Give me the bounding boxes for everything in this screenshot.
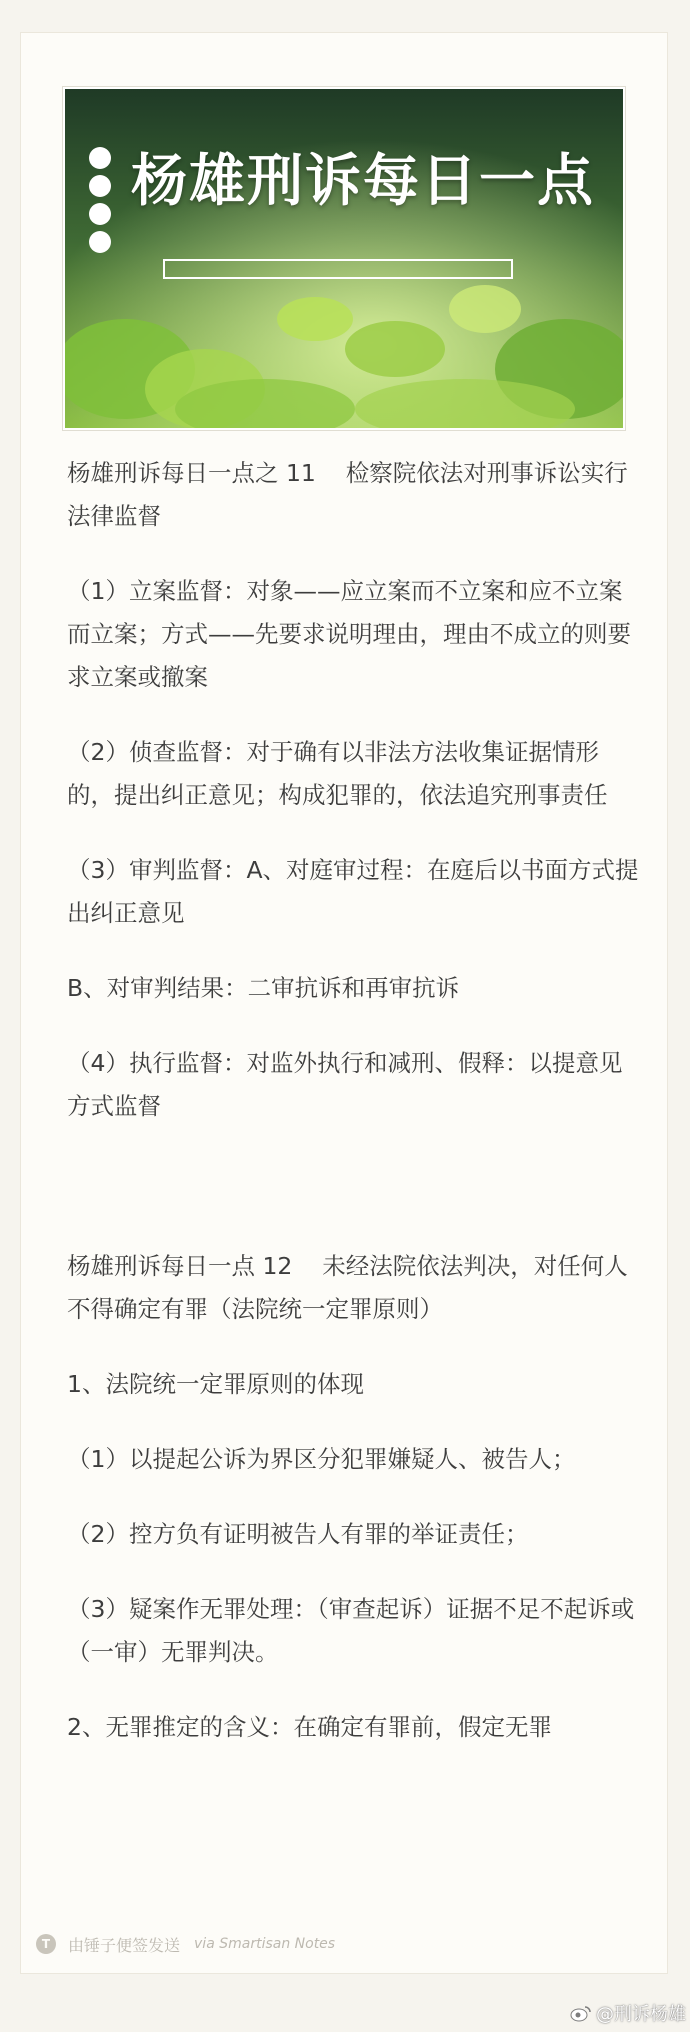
footer-via: via Smartisan Notes xyxy=(194,1936,336,1952)
paragraph: 杨雄刑诉每日一点之 11 检察院依法对刑事诉讼实行法律监督 xyxy=(67,459,628,530)
weibo-icon xyxy=(570,2004,592,2022)
note-footer xyxy=(36,1929,335,1959)
dot xyxy=(89,175,111,197)
note-content xyxy=(67,452,642,1749)
footer-source: 由锤子便签发送 xyxy=(68,1935,181,1955)
smartisan-icon: T xyxy=(36,1934,56,1954)
dot xyxy=(89,203,111,225)
dot xyxy=(89,231,111,253)
paragraph: 2、无罪推定的含义：在确定有罪前，假定无罪 xyxy=(67,1713,552,1741)
banner-dots xyxy=(89,147,115,259)
paragraph: （1）立案监督：对象——应立案而不立案和应不立案而立案；方式——先要求说明理由，理由不成立的则要求立案或撤案 xyxy=(67,577,631,691)
paragraph: （2）控方负有证明被告人有罪的举证责任； xyxy=(67,1520,529,1548)
paragraph: （1）以提起公诉为界区分犯罪嫌疑人、被告人； xyxy=(67,1445,576,1473)
paragraph: （3）审判监督：A、对庭审过程：在庭后以书面方式提出纠正意见 xyxy=(67,856,639,927)
paragraph: 1、法院统一定罪原则的体现 xyxy=(67,1370,364,1398)
weibo-watermark xyxy=(570,2000,686,2026)
paragraph: B、对审判结果：二审抗诉和再审抗诉 xyxy=(67,974,460,1002)
watermark-text: @刑诉杨雄 xyxy=(596,2004,686,2025)
banner-image xyxy=(63,87,625,430)
paragraph: （4）执行监督：对监外执行和减刑、假释：以提意见方式监督 xyxy=(67,1049,623,1120)
dot xyxy=(89,147,111,169)
paragraph: （3）疑案作无罪处理：（审查起诉）证据不足不起诉或（一审）无罪判决。 xyxy=(67,1595,635,1666)
paragraph: （2）侦查监督：对于确有以非法方法收集证据情形的，提出纠正意见；构成犯罪的，依法追究刑事责任 xyxy=(67,738,608,809)
banner-title: 杨雄刑诉每日一点 xyxy=(131,148,595,214)
paragraph: 杨雄刑诉每日一点 12 未经法院依法判决，对任何人不得确定有罪（法院统一定罪原则） xyxy=(67,1252,628,1323)
banner-bar xyxy=(163,259,513,279)
